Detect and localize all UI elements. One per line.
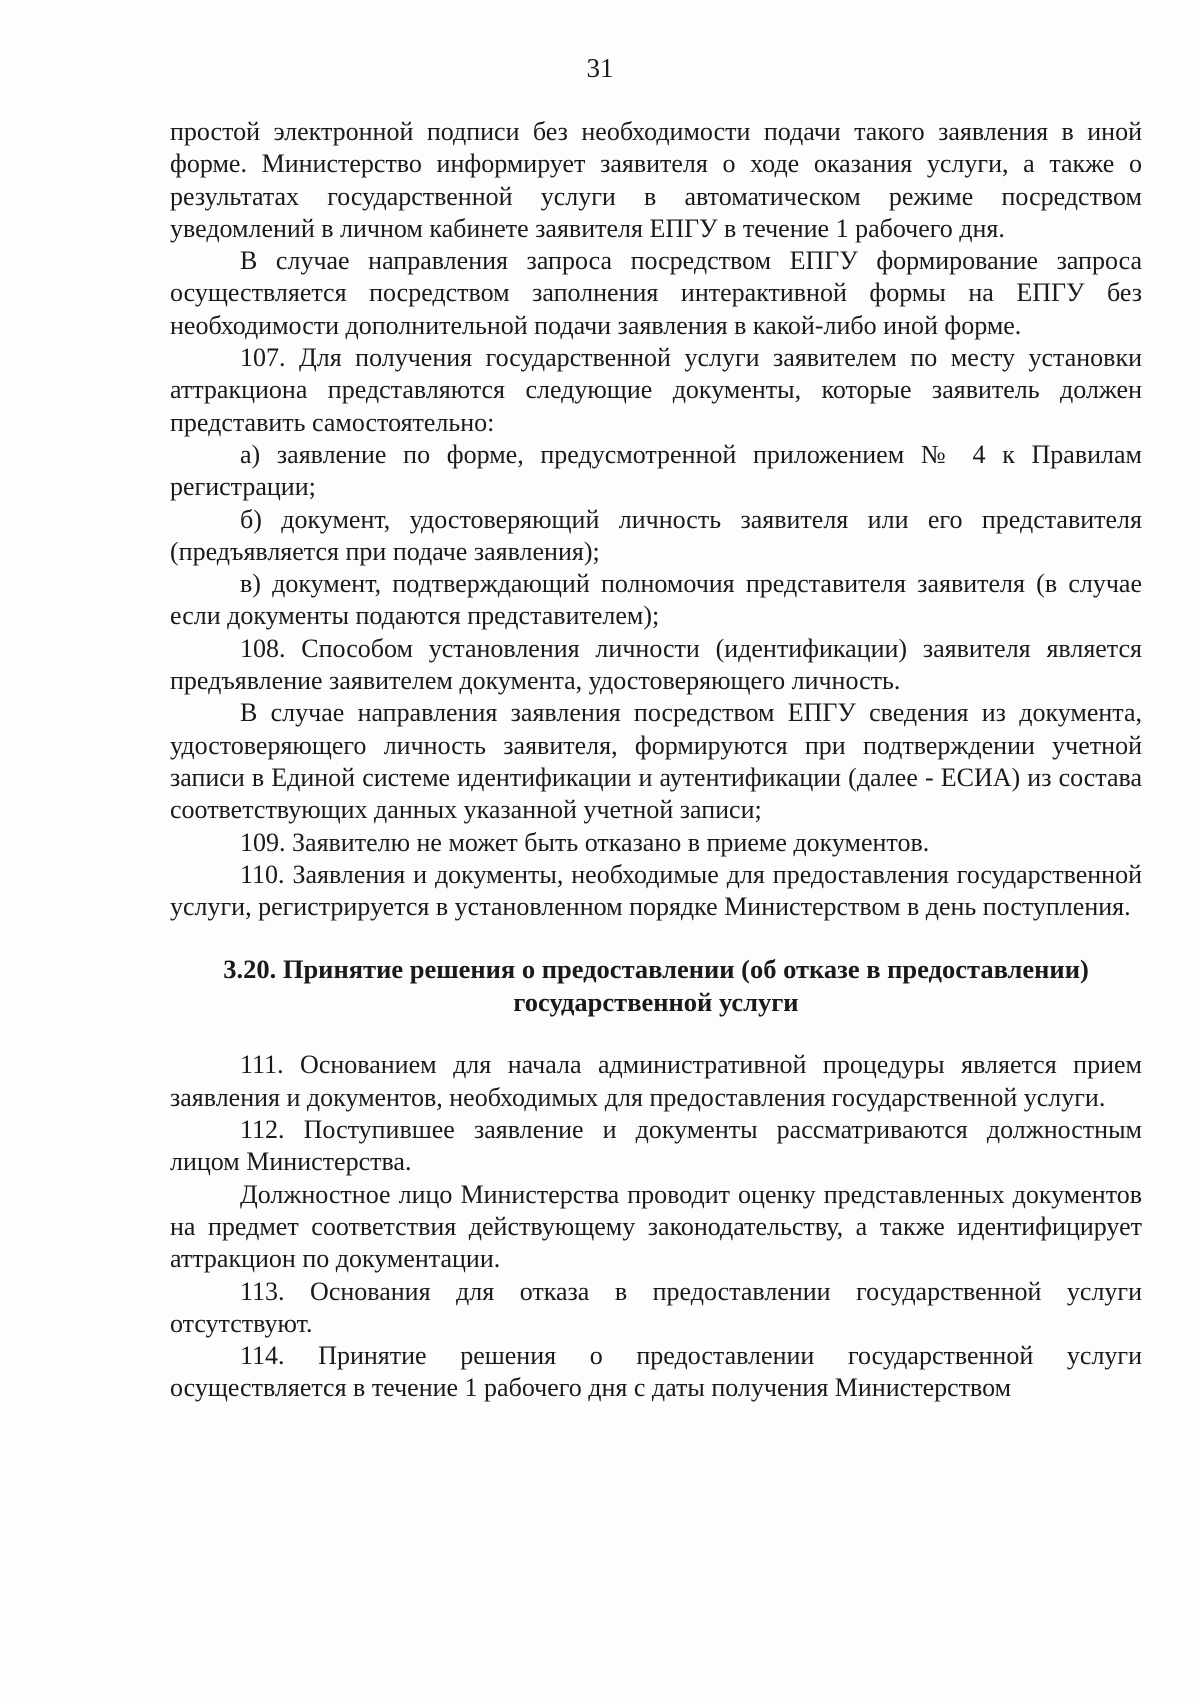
page-number: 31 bbox=[586, 53, 614, 83]
paragraph: простой электронной подписи без необходимости подачи такого заявления в иной форме. Министерство информирует заявителя о ходе оказания услуги, а также о результатах государственной услуги в автоматическом режиме посредством уведомлений в личном кабинете заявителя ЕПГУ в течение 1 рабочего дня. bbox=[170, 117, 1142, 243]
paragraph: 114. Принятие решения о предоставлении государственной услуги осуществляется в течение 1 рабочего дня с даты получения Министерством bbox=[170, 1341, 1142, 1403]
paragraph: 108. Способом установления личности (идентификации) заявителя является предъявление заявителем документа, удостоверяющего личность. bbox=[170, 633, 1142, 696]
paragraph: Должностное лицо Министерства проводит оценку представленных документов на предмет соответствия действующему законодательству, а также идентифицирует аттракцион по документации. bbox=[170, 1179, 1142, 1274]
paragraph: В случае направления заявления посредством ЕПГУ сведения из документа, удостоверяющего личность заявителя, формируются при подтверждении учетной записи в Единой системе идентификации и аутентификации (далее - ЕСИА) из состава соответствующих данных указанной учетной записи; bbox=[170, 698, 1142, 825]
section-heading-line-2: государственной услуги bbox=[513, 987, 799, 1018]
paragraph: а) заявление по форме, предусмотренной приложением № 4 к Правилам регистрации; bbox=[170, 439, 1142, 502]
paragraph: 109. Заявителю не может быть отказано в приеме документов. bbox=[240, 827, 930, 857]
paragraph: 113. Основания для отказа в предоставлении государственной услуги отсутствуют. bbox=[170, 1276, 1142, 1338]
section-heading-line-1: 3.20. Принятие решения о предоставлении (об отказе в предоставлении) bbox=[223, 954, 1089, 985]
paragraph: в) документ, подтверждающий полномочия представителя заявителя (в случае если документы подаются представителем); bbox=[170, 569, 1142, 631]
paragraph: 112. Поступившее заявление и документы рассматриваются должностным лицом Министерства. bbox=[170, 1115, 1142, 1177]
paragraph: 107. Для получения государственной услуги заявителем по месту установки аттракциона представляются следующие документы, которые заявитель должен представить самостоятельно: bbox=[170, 343, 1142, 437]
paragraph: 111. Основанием для начала административной процедуры является прием заявления и документов, необходимых для предоставления государственной услуги. bbox=[170, 1050, 1142, 1112]
section-heading bbox=[170, 953, 1142, 1019]
paragraph: В случае направления запроса посредством ЕПГУ формирование запроса осуществляется посредством заполнения интерактивной формы на ЕПГУ без необходимости дополнительной подачи заявления в какой-либо иной форме. bbox=[170, 246, 1142, 340]
paragraph: 110. Заявления и документы, необходимые для предоставления государственной услуги, регистрируется в установленном порядке Министерством в день поступления. bbox=[170, 859, 1142, 922]
paragraphs-before-section bbox=[170, 116, 1142, 923]
paragraphs-after-section bbox=[170, 1049, 1142, 1404]
paragraph: б) документ, удостоверяющий личность заявителя или его представителя (предъявляется при подаче заявления); bbox=[170, 504, 1142, 566]
document-body bbox=[170, 116, 1142, 1405]
